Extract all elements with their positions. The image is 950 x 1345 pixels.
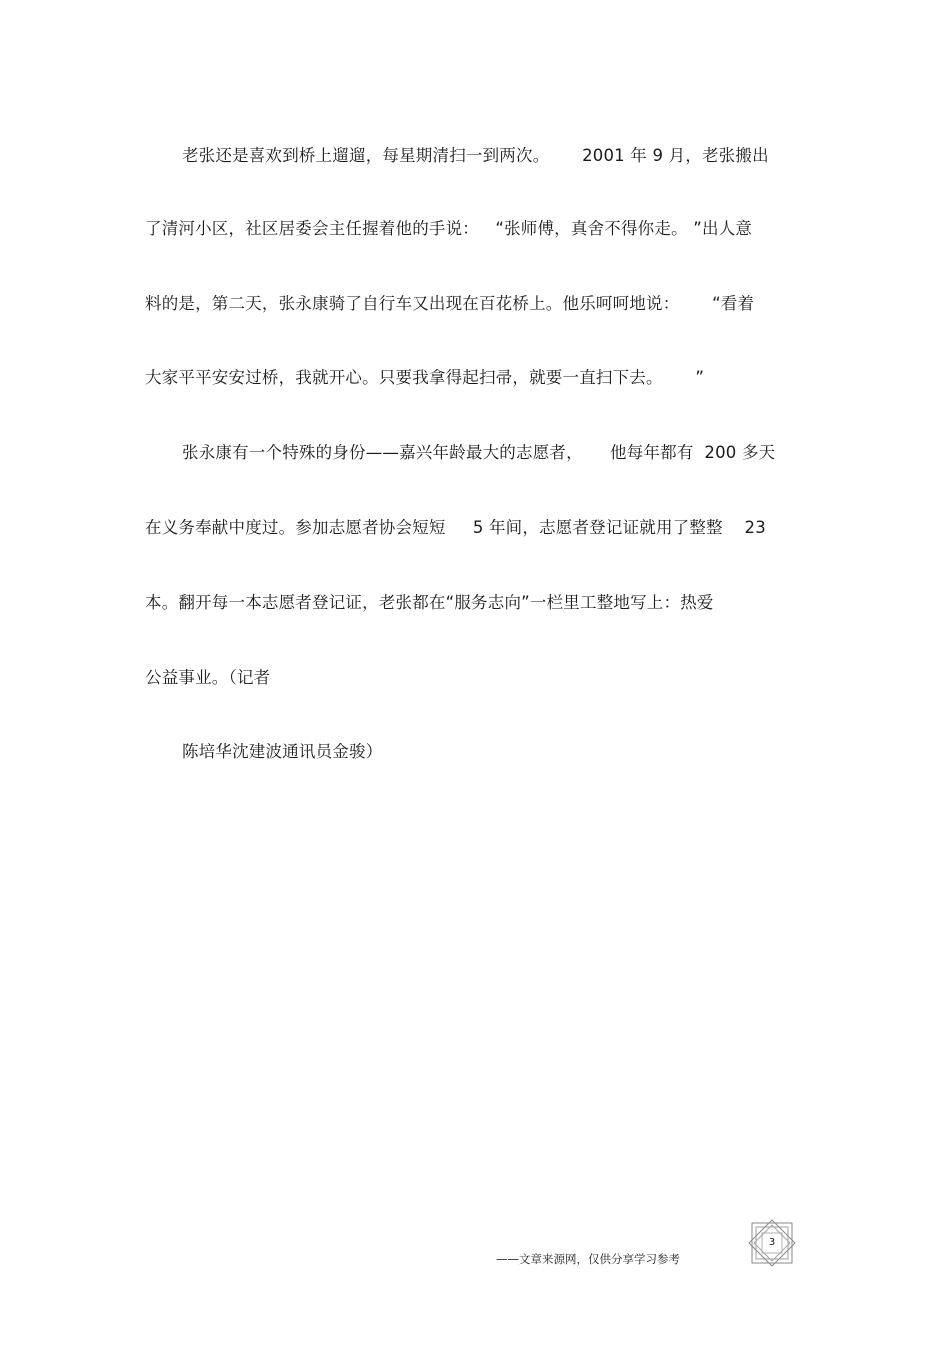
text-line: 了清河小区，社区居委会主任握着他的手说： “张师傅，真舍不得你走。 ”出人意 [145,219,753,238]
text-line: 陈培华沈建波通讯员金骏） [182,742,383,761]
text-line: 老张还是喜欢到桥上遛遛，每星期清扫一到两次。 2001 年 9 月，老张搬出 [182,146,769,165]
text-line: 在义务奉献中度过。参加志愿者协会短短 5 年间，志愿者登记证就用了整整 23 [145,518,766,537]
page-number: 3 [768,1237,776,1248]
text-line: 本。翻开每一本志愿者登记证，老张都在“服务志向”一栏里工整地写上：热爱 [145,593,714,612]
page-number-badge [746,1219,798,1267]
text-line: 张永康有一个特殊的身份——嘉兴年龄最大的志愿者， 他每年都有 200 多天 [182,443,776,462]
text-line: 料的是，第二天，张永康骑了自行车又出现在百花桥上。他乐呵呵地说： “看着 [145,294,755,313]
text-line: 大家平平安安过桥，我就开心。只要我拿得起扫帚，就要一直扫下去。 ” [145,368,705,387]
text-line: 公益事业。（记者 [145,668,271,687]
footer-source-note: ——文章来源网，仅供分享学习参考 [496,1252,680,1266]
